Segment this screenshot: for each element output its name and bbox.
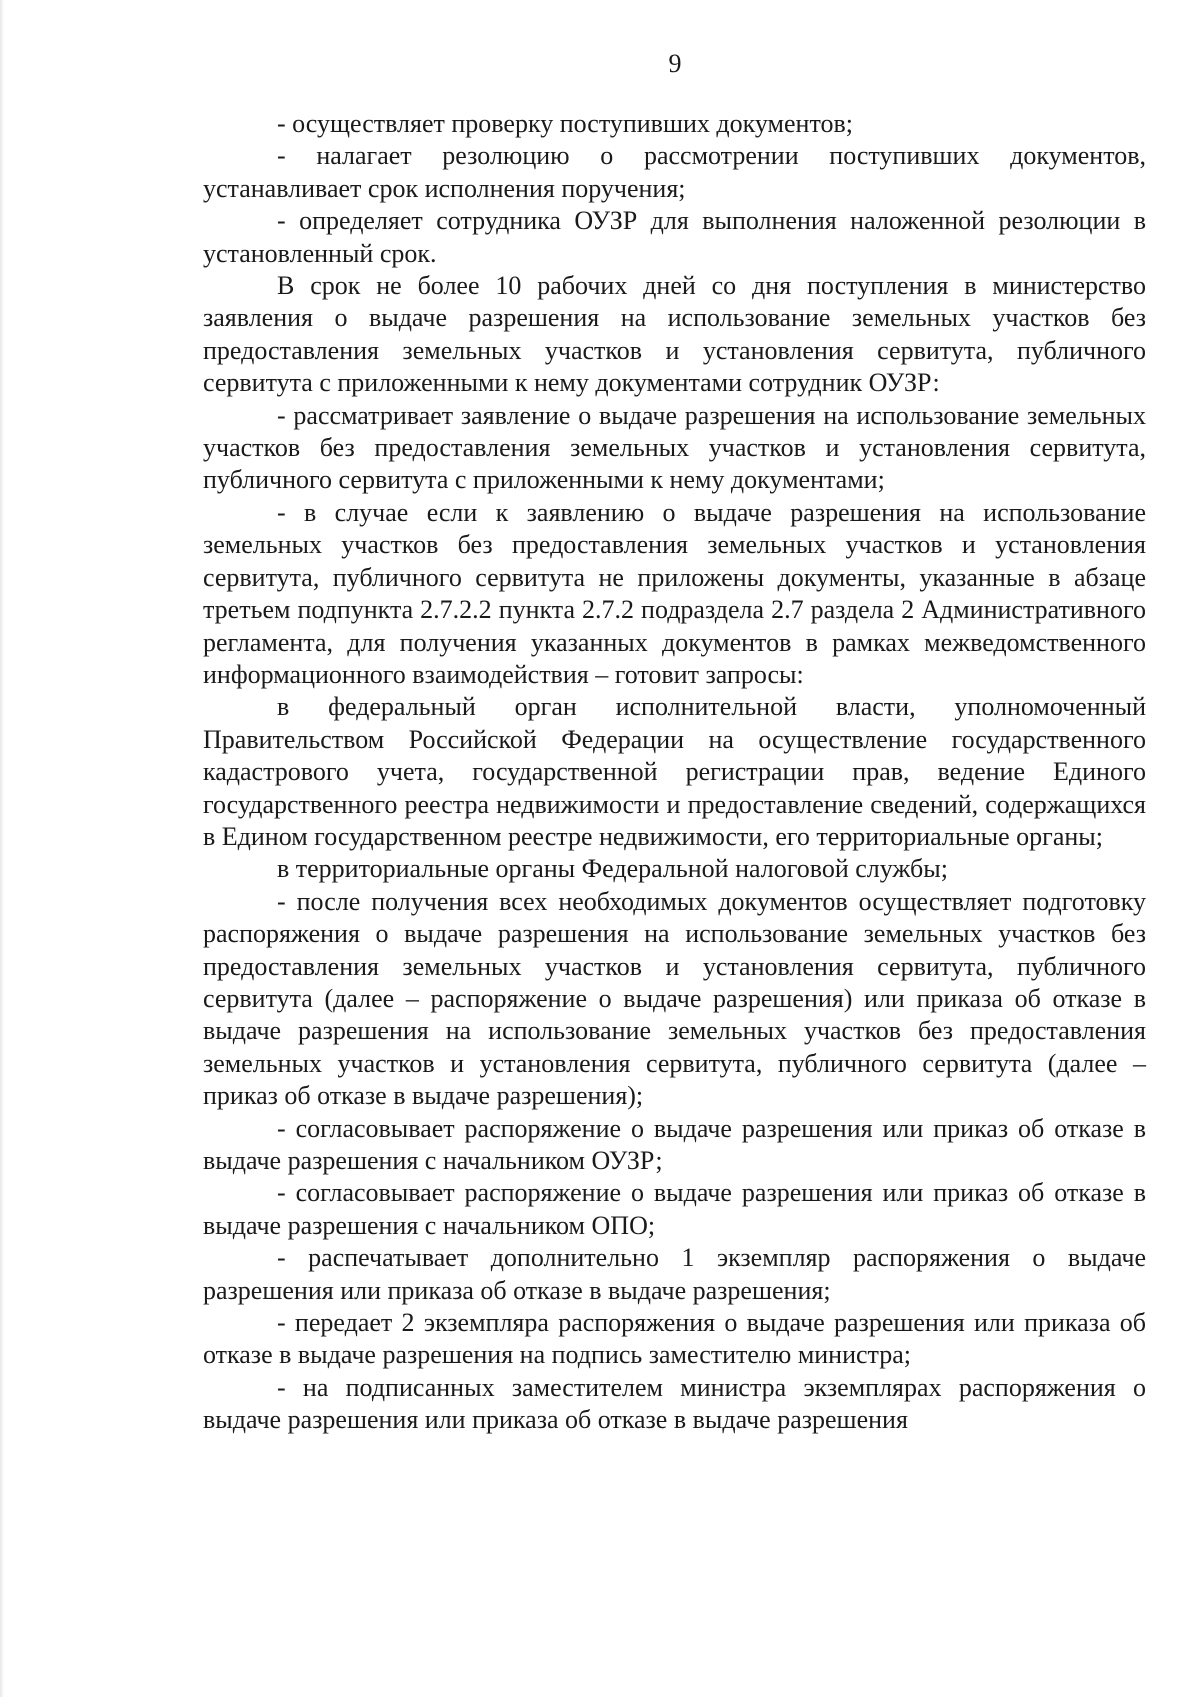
paragraph-2: - налагает резолюцию о рассмотрении поступивших документов, устанавливает срок исполнения поручения; bbox=[203, 141, 1146, 203]
paragraph-9: - после получения всех необходимых документов осуществляет подготовку распоряжения о выдаче разрешения на использование земельных участков без предоставления земельных участков и установления сервитута, публичного сервитута (далее – распоряжение о выдаче разрешения) или приказа об отказе в выдаче разрешения на использование земельных участков без предоставления земельных участков и установления сервитута, публичного сервитута (далее – приказ об отказе в выдаче разрешения); bbox=[203, 886, 1146, 1111]
paragraph-14: - на подписанных заместителем министра экземплярах распоряжения о выдаче разрешения или приказа об отказе в выдаче разрешения bbox=[203, 1372, 1146, 1435]
page-number: 9 bbox=[668, 49, 682, 78]
paragraph-8: в территориальные органы Федеральной налоговой службы; bbox=[277, 854, 948, 884]
paragraph-5: - рассматривает заявление о выдаче разрешения на использование земельных участков без предоставления земельных участков и установления сервитута, публичного сервитута с приложенными к нему документами; bbox=[203, 400, 1146, 495]
paragraph-10: - согласовывает распоряжение о выдаче разрешения или приказ об отказе в выдаче разрешения с начальником ОУЗР; bbox=[203, 1113, 1146, 1175]
paragraph-11: - согласовывает распоряжение о выдаче разрешения или приказ об отказе в выдаче разрешения с начальником ОПО; bbox=[203, 1178, 1146, 1240]
paragraph-13: - передает 2 экземпляра распоряжения о выдаче разрешения или приказа об отказе в выдаче разрешения на подпись заместителю министра; bbox=[203, 1308, 1146, 1370]
paragraph-7: в федеральный орган исполнительной власти, уполномоченный Правительством Российской Федерации на осуществление государственного кадастрового учета, государственной регистрации прав, ведение Единого государственного реестра недвижимости и предоставление сведений, содержащихся в Едином государственном реестре недвижимости, его территориальные органы; bbox=[203, 692, 1146, 851]
paragraph-1: - осуществляет проверку поступивших документов; bbox=[277, 109, 853, 138]
document-body bbox=[203, 108, 1146, 1437]
paragraph-3: - определяет сотрудника ОУЗР для выполнения наложенной резолюции в установленный срок. bbox=[203, 206, 1146, 268]
paragraph-6: - в случае если к заявлению о выдаче разрешения на использование земельных участков без предоставления земельных участков и установления сервитута, публичного сервитута не приложены документы, указанные в абзаце третьем подпункта 2.7.2.2 пункта 2.7.2 подраздела 2.7 раздела 2 Административного регламента, для получения указанных документов в рамках межведомственного информационного взаимодействия – готовит запросы: bbox=[203, 497, 1146, 689]
paragraph-12: - распечатывает дополнительно 1 экземпляр распоряжения о выдаче разрешения или приказа об отказе в выдаче разрешения; bbox=[203, 1243, 1146, 1305]
paragraph-4: В срок не более 10 рабочих дней со дня поступления в министерство заявления о выдаче разрешения на использование земельных участков без предоставления земельных участков и установления сервитута, публичного сервитута с приложенными к нему документами сотрудник ОУЗР: bbox=[203, 271, 1146, 398]
scan-edge-shadow bbox=[0, 0, 4, 1697]
